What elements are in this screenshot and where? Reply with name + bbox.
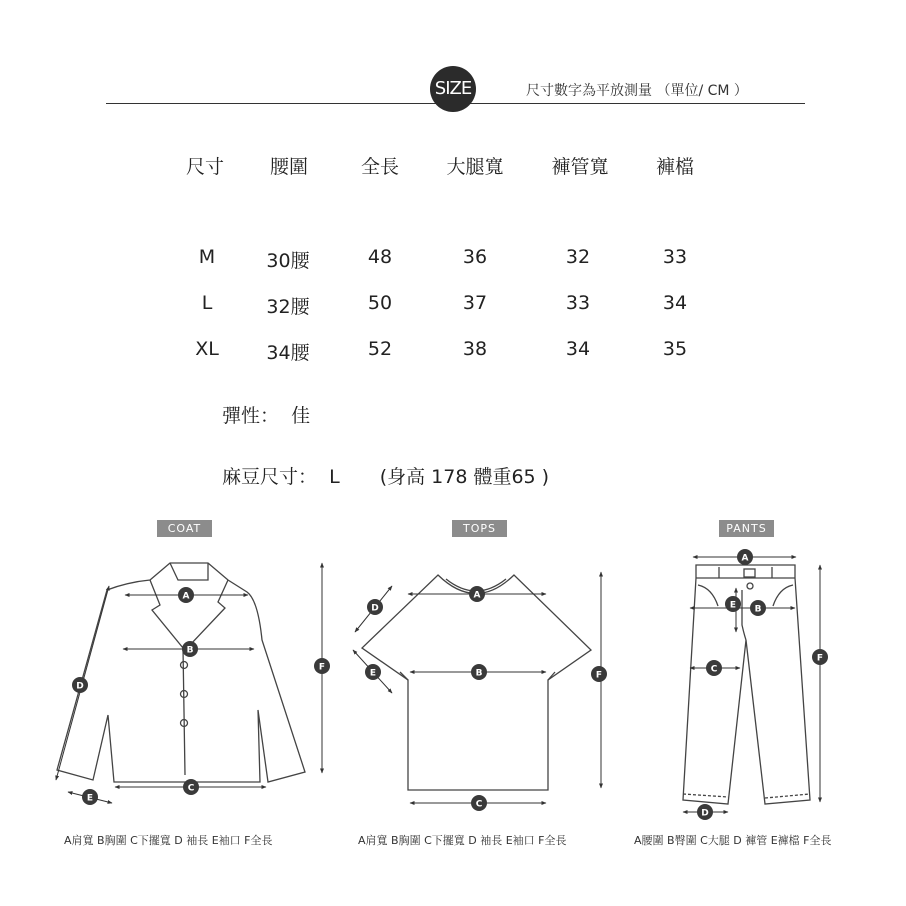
- marker-d: [367, 599, 383, 615]
- pants-diagram: [683, 565, 810, 804]
- table-cell: 37: [462, 292, 488, 314]
- table-cell: 34: [565, 338, 591, 360]
- table-cell: 32: [565, 246, 591, 268]
- marker-d: [72, 677, 88, 693]
- marker-a: [737, 549, 753, 565]
- table-cell: M: [198, 246, 216, 268]
- svg-text:A: A: [741, 553, 749, 564]
- model-size-value: L: [329, 466, 340, 488]
- marker-f: [812, 649, 828, 665]
- marker-a: [469, 586, 485, 602]
- marker-b: [182, 641, 198, 657]
- marker-e: [725, 596, 741, 612]
- svg-text:D: D: [371, 603, 379, 614]
- marker-e: [82, 789, 98, 805]
- svg-text:E: E: [729, 600, 737, 611]
- marker-e: [365, 664, 381, 680]
- marker-d: [697, 804, 713, 820]
- elasticity-value: 佳: [291, 405, 311, 427]
- svg-text:D: D: [701, 808, 709, 819]
- svg-text:D: D: [76, 681, 84, 692]
- svg-text:B: B: [475, 668, 483, 679]
- svg-text:F: F: [595, 670, 603, 681]
- column-header: 大腿寬: [446, 156, 504, 178]
- tops-measure-lines: [353, 572, 601, 803]
- table-cell: 33: [662, 246, 688, 268]
- svg-text:A: A: [182, 591, 190, 602]
- svg-text:E: E: [369, 668, 377, 679]
- table-cell: 52: [367, 338, 393, 360]
- elasticity-label: 彈性：: [222, 405, 280, 427]
- table-cell: 50: [367, 292, 393, 314]
- table-cell: 38: [462, 338, 488, 360]
- marker-c: [183, 779, 199, 795]
- measurement-note: 尺寸數字為平放測量 （單位/ CM ）: [526, 83, 748, 99]
- table-cell: L: [201, 292, 213, 314]
- coat-caption: A肩寬 B胸圍 C下擺寬 D 袖長 E袖口 F全長: [64, 834, 273, 847]
- marker-a: [178, 587, 194, 603]
- coat-markers: [72, 587, 330, 805]
- column-header: 尺寸: [185, 156, 224, 178]
- coat-tag: COAT: [157, 520, 212, 537]
- pants-caption: A腰圍 B臀圍 C大腿 D 褲管 E褲檔 F全長: [634, 834, 832, 847]
- table-cell: 48: [367, 246, 393, 268]
- tops-caption: A肩寬 B胸圍 C下擺寬 D 袖長 E袖口 F全長: [358, 834, 567, 847]
- tops-tag: TOPS: [452, 520, 507, 537]
- table-cell: 30腰: [266, 250, 310, 272]
- column-header: 全長: [360, 156, 399, 178]
- model-body-detail: (身高 178 體重65 ): [379, 466, 550, 488]
- svg-text:B: B: [186, 645, 194, 656]
- tops-markers: [365, 586, 607, 811]
- marker-b: [750, 600, 766, 616]
- marker-f: [591, 666, 607, 682]
- table-cell: 36: [462, 246, 488, 268]
- svg-text:B: B: [754, 604, 762, 615]
- table-cell: 32腰: [266, 296, 310, 318]
- marker-b: [471, 664, 487, 680]
- svg-text:F: F: [318, 662, 326, 673]
- marker-f: [314, 658, 330, 674]
- svg-text:C: C: [710, 664, 718, 675]
- column-header: 腰圍: [269, 156, 308, 178]
- size-badge: SIZE: [430, 66, 476, 112]
- table-cell: XL: [195, 338, 219, 360]
- pants-tag: PANTS: [719, 520, 774, 537]
- table-cell: 34: [662, 292, 688, 314]
- svg-text:C: C: [475, 799, 483, 810]
- tops-diagram: [362, 575, 591, 790]
- svg-text:C: C: [187, 783, 195, 794]
- svg-text:A: A: [473, 590, 481, 601]
- svg-text:E: E: [86, 793, 94, 804]
- table-cell: 35: [662, 338, 688, 360]
- svg-text:F: F: [816, 653, 824, 664]
- column-header: 褲管寬: [551, 156, 609, 178]
- table-cell: 34腰: [266, 342, 310, 364]
- table-cell: 33: [565, 292, 591, 314]
- column-header: 褲檔: [655, 156, 694, 178]
- marker-c: [706, 660, 722, 676]
- marker-c: [471, 795, 487, 811]
- model-size-label: 麻豆尺寸：: [222, 466, 318, 488]
